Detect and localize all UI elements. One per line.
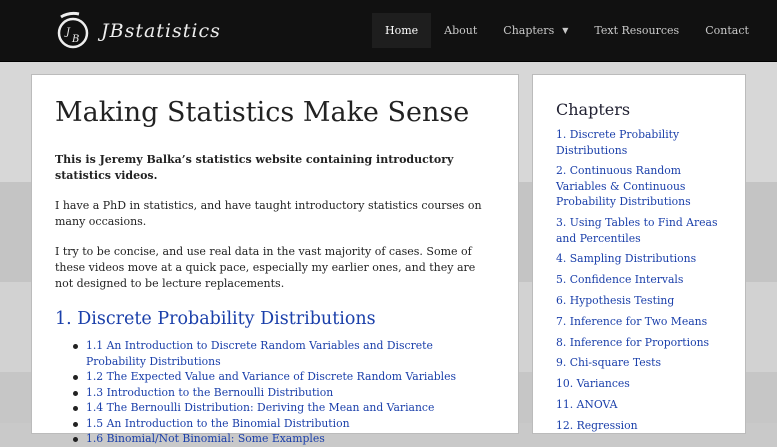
- nav-about[interactable]: About: [444, 24, 478, 37]
- topic-link[interactable]: 1.2 The Expected Value and Variance of Discrete Random Variables: [73, 369, 496, 385]
- sidebar-chapter-link[interactable]: 1. Discrete Probability Distributions: [556, 128, 680, 157]
- chevron-down-icon: ▼: [562, 26, 569, 35]
- intro-paragraph: I try to be concise, and use real data in the vast majority of cases. Some of these videos move at a quick pace, especially my earlier ones, and they are not designed to be lecture replacements.: [55, 245, 476, 290]
- nav-chapters[interactable]: [490, 13, 581, 48]
- sidebar-chapter-link[interactable]: 4. Sampling Distributions: [556, 252, 697, 266]
- site-header: [0, 0, 777, 62]
- main-content: [31, 74, 519, 445]
- chapter-list: [556, 127, 725, 433]
- sidebar-chapter-link[interactable]: 8. Inference for Proportions: [556, 335, 710, 349]
- sidebar-chapter-link[interactable]: 9. Chi-square Tests: [556, 356, 662, 370]
- sidebar-chapter-link[interactable]: 5. Confidence Intervals: [556, 273, 684, 287]
- topic-link[interactable]: 1.4 The Bernoulli Distribution: Deriving the Mean and Variance: [73, 400, 496, 416]
- topic-link[interactable]: 1.5 An Introduction to the Binomial Distribution: [73, 416, 496, 432]
- sidebar-chapter-link[interactable]: 7. Inference for Two Means: [556, 314, 708, 328]
- jb-logo-icon: [55, 11, 99, 51]
- chapters-sidebar: [532, 74, 746, 434]
- sidebar-chapter-link[interactable]: 12. Regression: [556, 418, 638, 432]
- nav-contact[interactable]: Contact: [705, 24, 749, 37]
- section-title-chapter-1[interactable]: 1. Discrete Probability Distributions: [55, 309, 376, 329]
- svg-text:B: B: [72, 34, 80, 45]
- sidebar-chapter-link[interactable]: 11. ANOVA: [556, 397, 618, 411]
- nav-chapters-label: Chapters: [503, 24, 555, 37]
- sidebar-chapter-link[interactable]: 6. Hypothesis Testing: [556, 293, 675, 307]
- site-logo[interactable]: [55, 11, 221, 51]
- sidebar-chapter-link[interactable]: 10. Variances: [556, 377, 630, 391]
- logo-text: JBstatistics: [101, 20, 221, 42]
- nav-home[interactable]: Home: [372, 13, 431, 48]
- nav-text-resources[interactable]: Text Resources: [594, 24, 680, 37]
- topic-link[interactable]: 1.6 Binomial/Not Binomial: Some Examples: [73, 431, 496, 447]
- intro-paragraph: I have a PhD in statistics, and have taught introductory statistics courses on many occasions.: [55, 199, 482, 228]
- topic-link[interactable]: 1.1 An Introduction to Discrete Random Variables and Discrete Probability Distributions: [73, 338, 496, 369]
- main-nav: [372, 13, 762, 48]
- topic-link[interactable]: 1.3 Introduction to the Bernoulli Distribution: [73, 385, 496, 401]
- sidebar-title: Chapters: [556, 100, 631, 119]
- intro-paragraph: This is Jeremy Balka’s statistics website containing introductory statistics videos.: [55, 153, 454, 182]
- sidebar-chapter-link[interactable]: 3. Using Tables to Find Areas and Percentiles: [556, 216, 718, 245]
- topic-list: [55, 338, 496, 447]
- page-title: Making Statistics Make Sense: [55, 97, 470, 128]
- svg-text:J: J: [66, 27, 71, 38]
- sidebar-chapter-link[interactable]: 2. Continuous Random Variables & Continuous Probability Distributions: [556, 164, 691, 209]
